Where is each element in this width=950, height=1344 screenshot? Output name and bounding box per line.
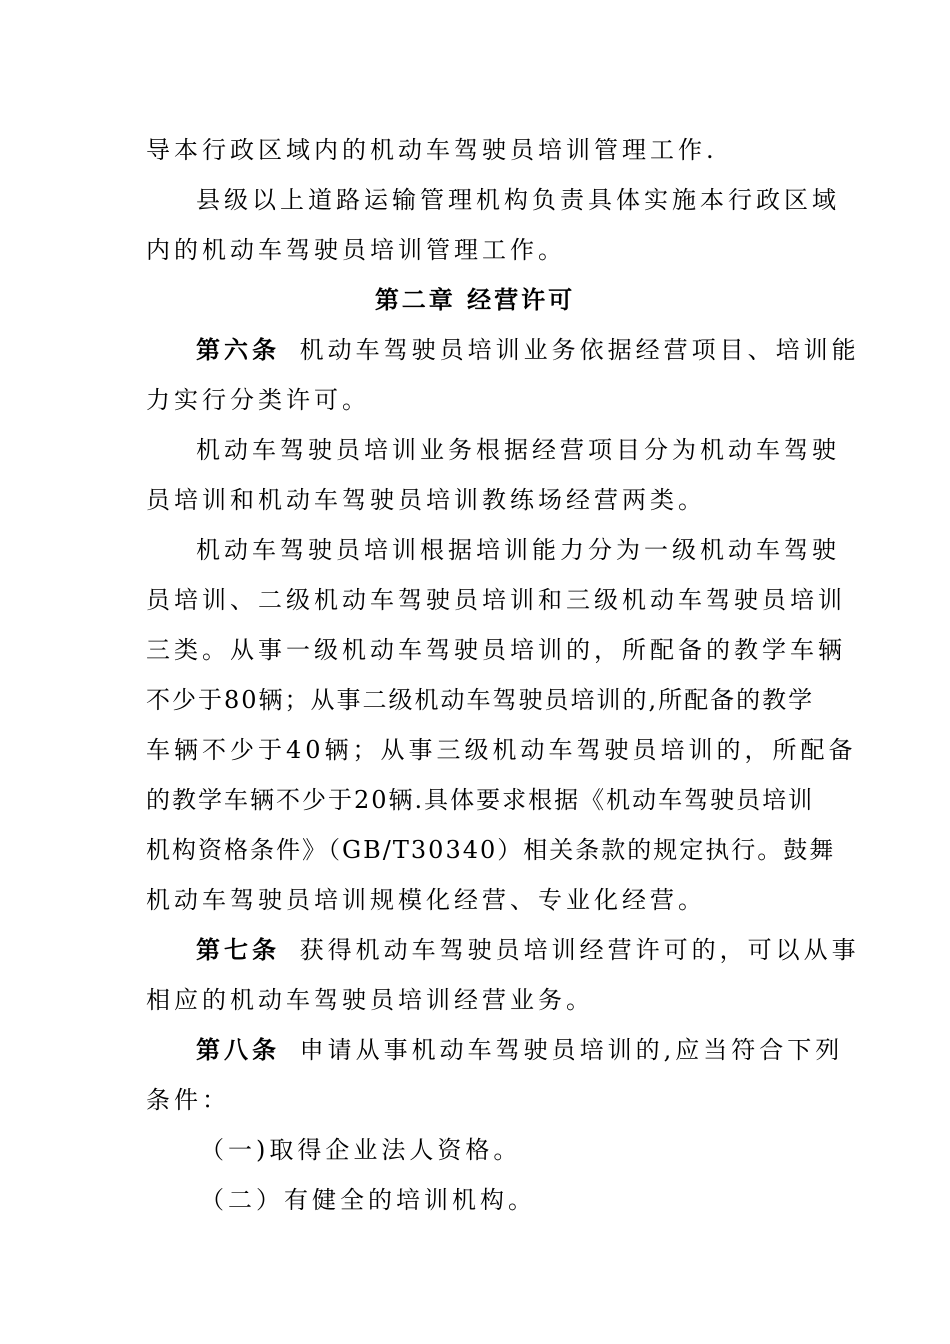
text-line: 车辆不少于40辆；从事三级机动车驾驶员培训的，所配备 xyxy=(146,736,857,764)
text-line: 机动车驾驶员培训规模化经营、专业化经营。 xyxy=(146,886,706,914)
text-line xyxy=(196,935,860,965)
text-line xyxy=(196,335,860,365)
text-line: 机动车驾驶员培训根据培训能力分为一级机动车驾驶 xyxy=(196,536,840,564)
article-number: 第八条 xyxy=(196,1035,280,1064)
text-line: 不少于80辆；从事二级机动车驾驶员培训的,所配备的教学 xyxy=(146,686,815,714)
article-text: 机动车驾驶员培训业务依据经营项目、培训能 xyxy=(299,336,860,364)
text-line: 机构资格条件》（GB/T30340）相关条款的规定执行。鼓舞 xyxy=(146,836,836,864)
text-line: 的教学车辆不少于20辆.具体要求根据《机动车驾驶员培训 xyxy=(146,786,815,814)
text-line: 三类。从事一级机动车驾驶员培训的，所配备的教学车辆 xyxy=(146,636,846,664)
article-text: 获得机动车驾驶员培训经营许可的，可以从事 xyxy=(299,936,860,964)
list-item: （一)取得企业法人资格。 xyxy=(200,1136,522,1164)
article-number: 第六条 xyxy=(196,335,280,364)
text-line: 员培训、二级机动车驾驶员培训和三级机动车驾驶员培训 xyxy=(146,586,846,614)
text-line: 条件： xyxy=(146,1086,230,1114)
article-number: 第七条 xyxy=(196,935,280,964)
text-line: 员培训和机动车驾驶员培训教练场经营两类。 xyxy=(146,486,706,514)
list-item: （二）有健全的培训机构。 xyxy=(200,1186,536,1214)
chapter-heading: 第二章 经营许可 xyxy=(374,285,576,314)
text-line: 相应的机动车驾驶员培训经营业务。 xyxy=(146,986,594,1014)
text-line xyxy=(196,1035,843,1065)
text-line: 内的机动车驾驶员培训管理工作。 xyxy=(146,236,566,264)
text-line: 导本行政区域内的机动车驾驶员培训管理工作. xyxy=(146,136,718,164)
text-line: 机动车驾驶员培训业务根据经营项目分为机动车驾驶 xyxy=(196,436,840,464)
article-text: 申请从事机动车驾驶员培训的,应当符合下列 xyxy=(299,1036,844,1064)
text-line: 力实行分类许可。 xyxy=(146,386,370,414)
text-line: 县级以上道路运输管理机构负责具体实施本行政区域 xyxy=(196,186,840,214)
